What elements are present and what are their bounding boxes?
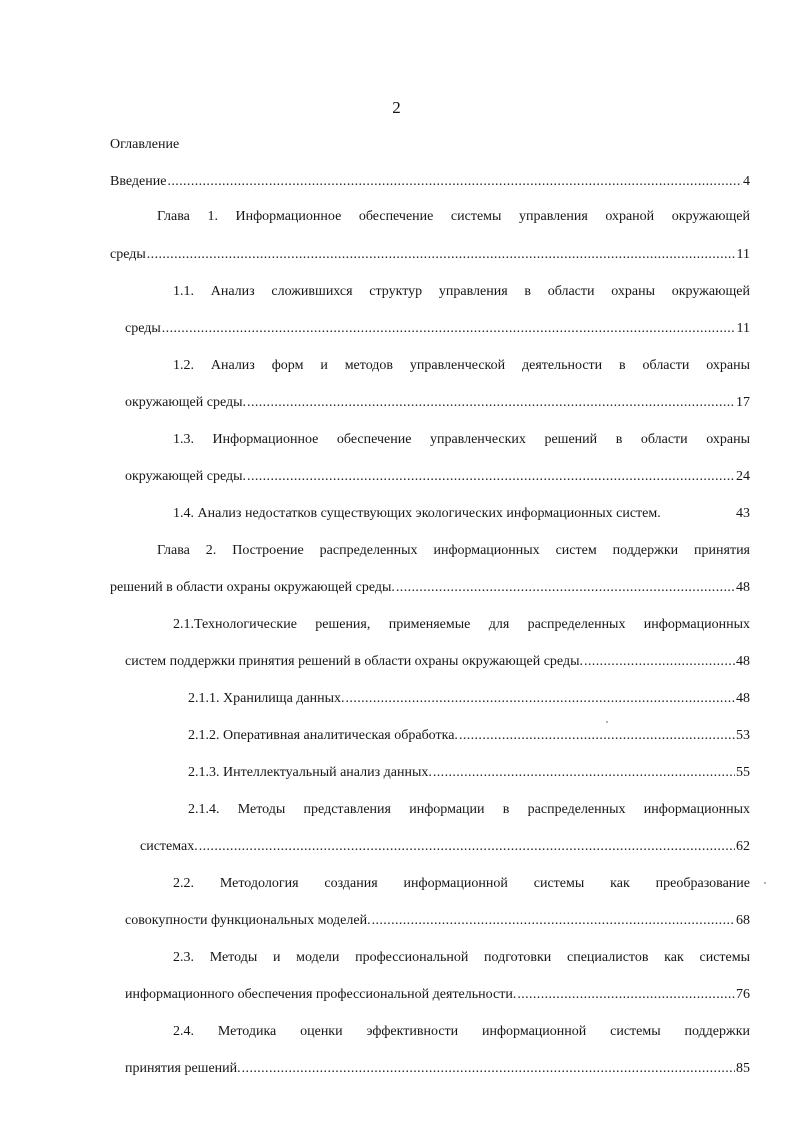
toc-page-ref: 76	[736, 987, 750, 1002]
toc-entry-1-3-cont[interactable]: окружающей среды. ..... 24	[125, 467, 750, 487]
toc-page-ref: 4	[743, 174, 750, 189]
toc-entry-1-3[interactable]: 1.3. Информационное обеспечение управленческих решений в области охраны	[173, 432, 750, 447]
toc-entry-1-1[interactable]: 1.1. Анализ сложившихся структур управления в области охраны окружающей	[173, 284, 750, 299]
scan-speck	[606, 721, 608, 723]
toc-entry-2-3[interactable]: 2.3. Методы и модели профессиональной подготовки специалистов как системы	[173, 950, 750, 965]
toc-entry-2-2-cont[interactable]: совокупности функциональных моделей. ..... 68	[125, 911, 750, 931]
toc-entry-2-1-4-cont[interactable]: системах. ..... 62	[140, 837, 750, 857]
toc-page-ref: 53	[736, 728, 750, 743]
toc-page-ref: 17	[736, 395, 750, 410]
toc-entry-chapter-1-cont[interactable]: среды ..... 11	[110, 245, 750, 265]
toc-entry-2-1-1[interactable]: 2.1.1. Хранилища данных. ..... 48	[188, 689, 750, 709]
toc-entry-chapter-2[interactable]: Глава 2. Построение распределенных информационных систем поддержки принятия	[157, 543, 750, 558]
toc-entry-2-3-cont[interactable]: информационного обеспечения профессиональной деятельности. ..... 76	[125, 985, 750, 1005]
toc-entry-chapter-2-cont[interactable]: решений в области охраны окружающей среды. ..... 48	[110, 578, 750, 598]
toc-entry-2-2[interactable]: 2.2. Методология создания информационной системы как преобразование	[173, 876, 750, 891]
toc-entry-2-1-2[interactable]: 2.1.2. Оперативная аналитическая обработка. ..... 53	[188, 726, 750, 746]
toc-page-ref: 55	[736, 765, 750, 780]
toc-entry-1-2-cont[interactable]: окружающей среды. ..... 17	[125, 393, 750, 413]
toc-page-ref: 48	[736, 654, 750, 669]
toc-page-ref: 48	[736, 691, 750, 706]
toc-page-ref: 68	[736, 913, 750, 928]
toc-entry-2-4[interactable]: 2.4. Методика оценки эффективности информационной системы поддержки	[173, 1024, 750, 1039]
toc-entry-1-1-cont[interactable]: среды ..... 11	[125, 319, 750, 339]
toc-entry-2-1-3[interactable]: 2.1.3. Интеллектуальный анализ данных. ..... 55	[188, 763, 750, 783]
toc-entry-1-4[interactable]: 1.4. Анализ недостатков существующих экологических информационных систем. 43	[173, 504, 750, 524]
toc-page-ref: 24	[736, 469, 750, 484]
toc-page-ref: 85	[736, 1061, 750, 1076]
scan-speck	[764, 882, 766, 884]
toc-page-ref: 11	[736, 247, 750, 262]
toc-entry-2-1-cont[interactable]: систем поддержки принятия решений в области охраны окружающей среды. ..... 48	[125, 652, 750, 672]
toc-entry-2-1-4[interactable]: 2.1.4. Методы представления информации в распределенных информационных	[188, 802, 750, 817]
toc-entry-introduction[interactable]: Введение ..... 4	[110, 172, 750, 192]
toc-heading: Оглавление	[110, 137, 180, 152]
page-number: 2	[392, 98, 401, 117]
toc-entry-2-1[interactable]: 2.1.Технологические решения, применяемые для распределенных информационных	[173, 617, 750, 632]
toc-entry-2-4-cont[interactable]: принятия решений. ..... 85	[125, 1059, 750, 1079]
toc-page-ref: 11	[736, 321, 750, 336]
toc-entry-chapter-1[interactable]: Глава 1. Информационное обеспечение системы управления охраной окружающей	[157, 209, 750, 224]
toc-page-ref: 48	[736, 580, 750, 595]
toc-page-ref: 43	[736, 506, 750, 521]
toc-entry-1-2[interactable]: 1.2. Анализ форм и методов управленческой деятельности в области охраны	[173, 358, 750, 373]
toc-page-ref: 62	[736, 839, 750, 854]
